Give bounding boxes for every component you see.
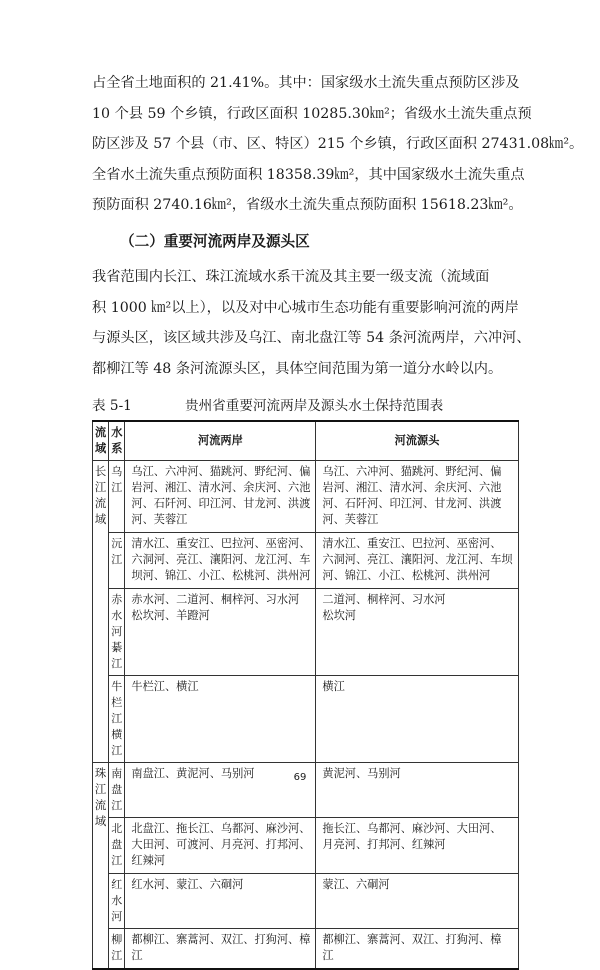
cell-line: 乌江、六冲河、猫跳河、野纪河、偏	[322, 465, 502, 478]
source-cell	[316, 589, 518, 676]
cell-line: 江	[131, 949, 143, 962]
text-line: 我省范围内长江、珠江流域水系干流及其主要一级支流（流域面	[92, 269, 490, 285]
source-cell	[316, 461, 518, 533]
source-cell	[316, 763, 518, 818]
header-system: 水系	[109, 421, 125, 461]
system-name: 綦江	[111, 641, 123, 670]
system-name: 红水河	[111, 878, 123, 923]
table-row	[93, 818, 519, 874]
table-header-row	[93, 421, 519, 461]
system-cell	[109, 533, 125, 589]
system-name: 横江	[111, 728, 123, 757]
table-row	[93, 461, 519, 533]
cell-line: 二道河、桐梓河、习水河	[322, 593, 446, 606]
cell-line: 河、芙蓉江	[322, 513, 379, 526]
cell-line: 清水江、重安江、巴拉河、巫密河、	[131, 537, 311, 550]
basin-char: 域	[94, 512, 107, 526]
table-caption-number: 表 5-1	[92, 398, 132, 414]
system-name: 沅江	[111, 537, 123, 566]
text-line: 积 1000 ㎞²以上），以及对中心城市生态功能有重要影响河流的两岸	[92, 299, 519, 316]
basin-char: 珠	[94, 766, 107, 780]
basin-char: 江	[94, 782, 107, 796]
text-line: 预防面积 2740.16㎞²，省级水土流失重点预防面积 15618.23㎞²。	[92, 197, 523, 213]
river-protection-table	[92, 420, 519, 970]
cell-line: 乌江、六冲河、猫跳河、野纪河、偏	[131, 465, 311, 478]
cell-line: 六洞河、亮江、瀼阳河、龙江河、车	[131, 553, 311, 566]
system-cell	[109, 929, 125, 970]
header-basin-char: 流	[95, 426, 107, 439]
cell-line: 都柳江、寨蒿河、双江、打狗河、樟	[322, 933, 502, 946]
cell-line: 河、锦江、小江、松桃河、洪州河	[322, 569, 491, 582]
basin-char: 流	[94, 798, 107, 812]
system-name: 赤水河	[111, 593, 123, 638]
source-cell	[316, 929, 518, 970]
banks-cell	[125, 763, 316, 818]
system-cell	[109, 461, 125, 533]
system-cell	[109, 874, 125, 929]
header-basin-char: 域	[95, 442, 107, 455]
cell-line: 黄泥河、马别河	[322, 767, 401, 780]
cell-line: 横江	[322, 680, 345, 693]
banks-cell	[125, 589, 316, 676]
text-line: 10 个县 59 个乡镇，行政区面积 10285.30㎞²；省级水土流失重点预	[92, 105, 532, 122]
text-line: 占全省土地面积的 21.41%。其中：国家级水土流失重点预防区涉及	[92, 75, 520, 91]
cell-line: 拖长江、乌都河、麻沙河、大田河、	[322, 822, 502, 835]
page-number: 69	[293, 772, 307, 783]
cell-line: 六洞河、亮江、瀼阳河、龙江河、车坝	[322, 553, 513, 566]
text-line: 防区涉及 57 个县（市、区、特区）215 个乡镇，行政区面积 27431.08㎞²。	[92, 136, 584, 152]
header-basin	[93, 421, 109, 461]
table-row	[93, 763, 519, 818]
cell-line: 河、石阡河、印江河、甘龙河、洪渡	[131, 497, 311, 510]
cell-line: 赤水河、二道河、桐梓河、习水河	[131, 593, 300, 606]
cell-line: 都柳江、寨蒿河、双江、打狗河、樟	[131, 933, 311, 946]
cell-line: 坝河、锦江、小江、松桃河、洪州河	[131, 569, 311, 582]
banks-cell	[125, 874, 316, 929]
cell-line: 北盘江、拖长江、乌都河、麻沙河、	[131, 822, 311, 835]
banks-cell	[125, 929, 316, 970]
text-line: 与源头区，该区域共涉及乌江、南北盘江等 54 条河流两岸，六冲河、	[92, 330, 531, 346]
system-name: 南盘江	[111, 767, 123, 812]
cell-line: 清水江、重安江、巴拉河、巫密河、	[322, 537, 502, 550]
cell-line: 河、芙蓉江	[131, 513, 188, 526]
cell-line: 蒙江、六硐河	[322, 878, 390, 891]
table-body	[93, 461, 519, 970]
table-row	[93, 533, 519, 589]
system-cell	[109, 589, 125, 676]
system-cell	[109, 763, 125, 818]
table-row	[93, 676, 519, 763]
paragraph-2	[92, 262, 531, 384]
cell-line: 南盘江、黄泥河、马别河	[131, 767, 255, 780]
cell-line: 大田河、可渡河、月亮河、打邦河、	[131, 838, 311, 851]
cell-line: 松坎河、羊蹬河	[131, 609, 210, 622]
cell-line: 牛栏江、横江	[131, 680, 199, 693]
system-name: 北盘江	[111, 822, 123, 867]
cell-line: 岩河、湘江、清水河、余庆河、六池	[322, 481, 502, 494]
header-source: 河流源头	[316, 421, 518, 461]
basin-cell	[93, 763, 109, 970]
cell-line: 月亮河、打邦河、红辣河	[322, 838, 446, 851]
cell-line: 松坎河	[322, 609, 356, 622]
cell-line: 河、石阡河、印江河、甘龙河、洪渡	[322, 497, 502, 510]
text-line: 都柳江等 48 条河流源头区，具体空间范围为第一道分水岭以内。	[92, 360, 503, 377]
banks-cell	[125, 533, 316, 589]
source-cell	[316, 874, 518, 929]
cell-line: 江	[322, 949, 334, 962]
cell-line: 红辣河	[131, 854, 165, 867]
cell-line: 红水河、蒙江、六硐河	[131, 878, 244, 891]
system-name: 柳江	[111, 933, 123, 962]
system-name: 牛栏江	[111, 680, 123, 725]
section-heading: （二）重要河流两岸及源头区	[120, 233, 310, 250]
system-cell	[109, 676, 125, 763]
table-caption	[92, 394, 443, 414]
paragraph-1	[92, 68, 584, 221]
basin-char: 域	[94, 814, 107, 828]
table-row	[93, 589, 519, 676]
basin-cell	[93, 461, 109, 763]
source-cell	[316, 818, 518, 874]
basin-char: 流	[94, 496, 107, 510]
system-cell	[109, 818, 125, 874]
banks-cell	[125, 676, 316, 763]
header-banks: 河流两岸	[125, 421, 316, 461]
text-line: 全省水土流失重点预防面积 18358.39㎞²，其中国家级水土流失重点	[92, 166, 525, 183]
basin-char: 长	[94, 464, 107, 478]
system-name: 乌江	[111, 465, 123, 494]
basin-char: 江	[94, 480, 107, 494]
table-caption-title: 贵州省重要河流两岸及源头水土保持范围表	[185, 398, 444, 414]
banks-cell	[125, 818, 316, 874]
source-cell	[316, 676, 518, 763]
banks-cell	[125, 461, 316, 533]
table-row	[93, 874, 519, 929]
table-row	[93, 929, 519, 970]
cell-line: 岩河、湘江、清水河、余庆河、六池	[131, 481, 311, 494]
source-cell	[316, 533, 518, 589]
